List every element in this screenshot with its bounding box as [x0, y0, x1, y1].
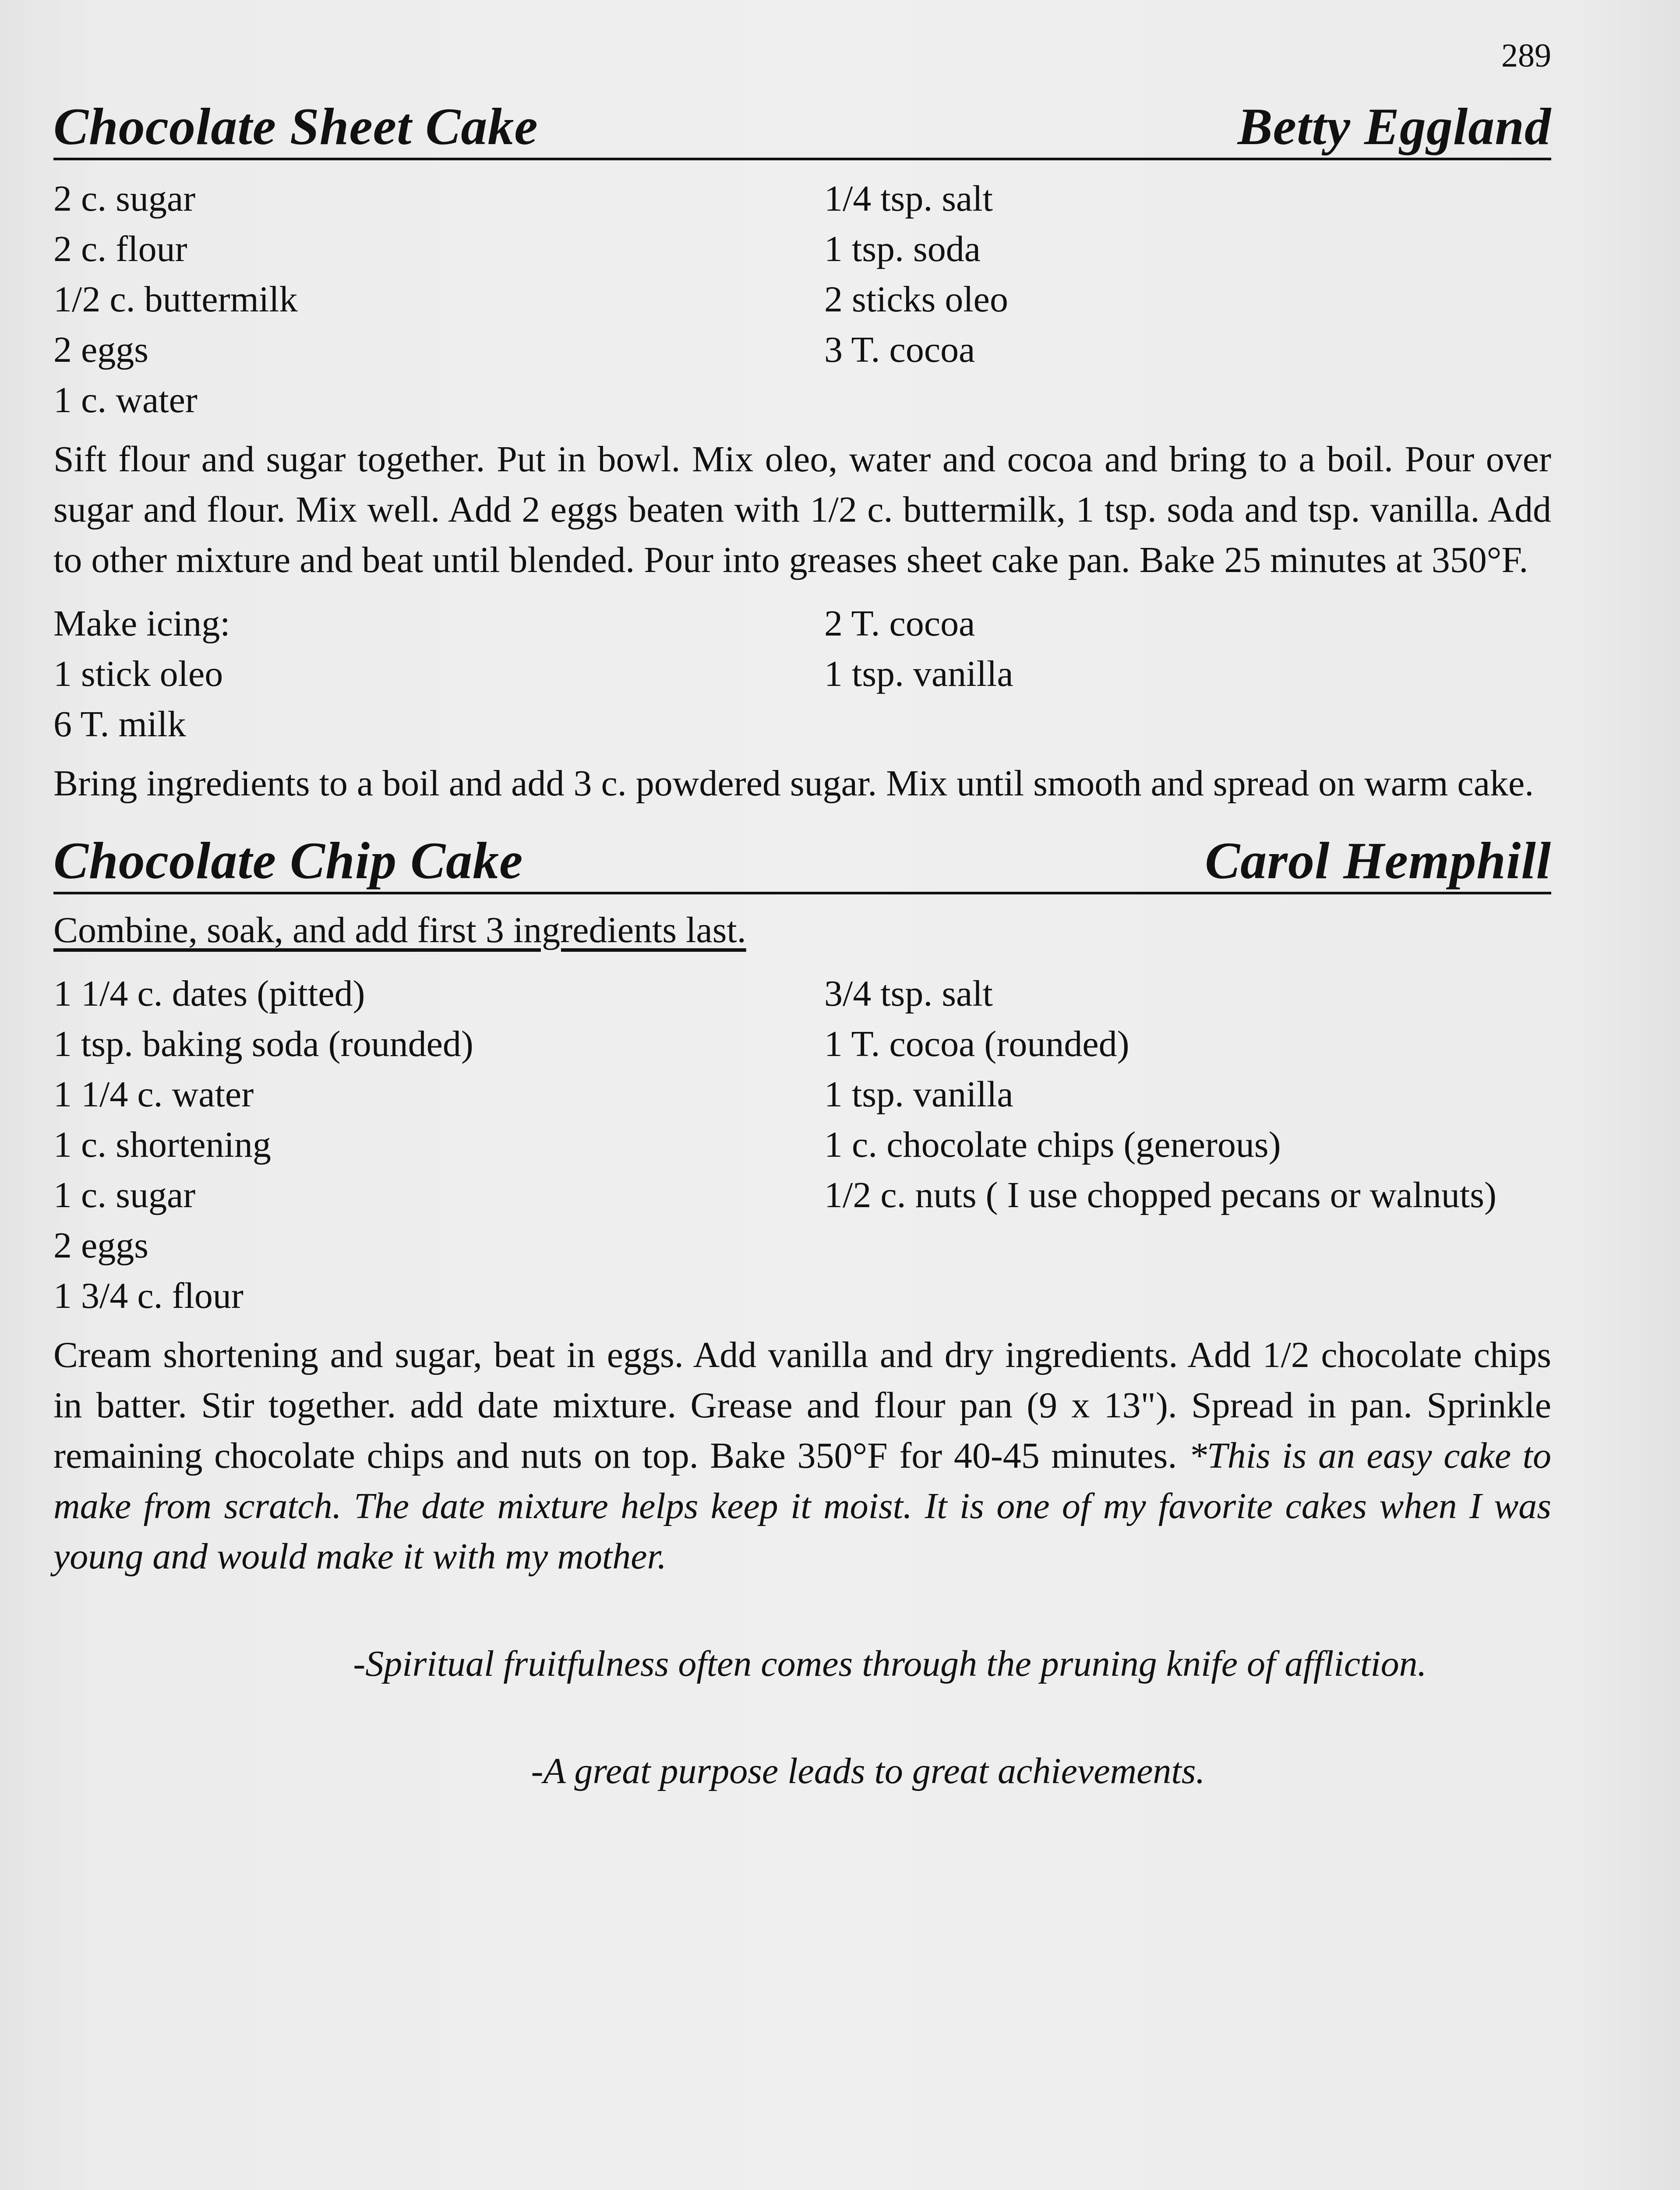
icing-directions: Bring ingredients to a boil and add 3 c. powdered sugar. Mix until smooth and spread on warm cake.	[53, 763, 1534, 804]
recipe-title: Chocolate Sheet Cake	[53, 97, 538, 155]
page-number: 289	[1501, 37, 1551, 74]
ingredient: 2 c. sugar	[53, 178, 196, 219]
ingredient: 1/4 tsp. salt	[824, 178, 993, 219]
ingredients-list	[53, 968, 1551, 1321]
recipe-header	[53, 83, 1551, 160]
ingredient: 1 c. sugar	[53, 1175, 196, 1215]
ingredient: 1/2 c. buttermilk	[53, 279, 298, 320]
quote: -A great purpose leads to great achievements.	[531, 1751, 1205, 1791]
ingredient: 1 tsp. baking soda (rounded)	[53, 1024, 473, 1064]
recipe-author: Carol Hemphill	[1205, 831, 1551, 890]
ingredient: 2 c. flour	[53, 229, 187, 269]
ingredient: Make icing:	[53, 603, 230, 644]
ingredient: 3/4 tsp. salt	[824, 973, 993, 1014]
ingredient: 1 1/4 c. dates (pitted)	[53, 973, 365, 1014]
ingredient: 2 T. cocoa	[824, 603, 975, 644]
ingredients-list	[53, 173, 1551, 425]
recipe-title: Chocolate Chip Cake	[53, 831, 523, 890]
ingredient: 1 c. shortening	[53, 1124, 271, 1165]
recipe-intro	[53, 905, 1551, 955]
recipe-directions: Sift flour and sugar together. Put in bowl. Mix oleo, water and cocoa and bring to a boil. Pour over sugar and flour. Mix well. Add 2 eggs beaten with 1/2 c. buttermilk, 1 tsp. soda and tsp. vanilla. Add to other mixture and beat until blended. Pour into greases sheet cake pan. Bake 25 minutes at 350°F.	[53, 439, 1551, 580]
ingredient: 1/2 c. nuts ( I use chopped pecans or walnuts)	[824, 1175, 1496, 1215]
recipe-author: Betty Eggland	[1237, 97, 1551, 155]
recipe-header	[53, 817, 1551, 894]
ingredient: 1 1/4 c. water	[53, 1074, 254, 1115]
quote: -Spiritual fruitfulness often comes through the pruning knife of affliction.	[353, 1643, 1427, 1684]
ingredient: 1 stick oleo	[53, 653, 223, 694]
icing-ingredients	[53, 598, 1551, 749]
ingredient: 2 sticks oleo	[824, 279, 1008, 320]
ingredient: 1 tsp. soda	[824, 229, 981, 269]
directions-text: Cream shortening and sugar, beat in eggs. Add vanilla and dry ingredients. Add 1/2 chocolate chips in batter. Stir together. add date mixture. Grease and flour pan (9 x 13"). Spread in pan. Sprinkle remaining chocolate chips and nuts on top. Bake 350°F for 40-45 minutes.	[53, 1335, 1551, 1476]
ingredient: 1 c. chocolate chips (generous)	[824, 1124, 1281, 1165]
ingredient: 1 c. water	[53, 380, 198, 420]
ingredient: 6 T. milk	[53, 704, 186, 745]
recipe-directions	[53, 1330, 1551, 1582]
recipe-intro-text: Combine, soak, and add first 3 ingredients last.	[53, 910, 746, 950]
ingredient: 1 T. cocoa (rounded)	[824, 1024, 1129, 1064]
ingredient: 1 tsp. vanilla	[824, 1074, 1013, 1115]
ingredient: 1 3/4 c. flour	[53, 1275, 244, 1316]
ingredient: 2 eggs	[53, 1225, 148, 1266]
ingredient: 3 T. cocoa	[824, 329, 975, 370]
page-content	[53, 18, 1551, 1796]
author-note: *This is an easy cake to make from scratch. The date mixture helps keep it moist. It is one of my favorite cakes when I was young and would make it with my mother.	[53, 1435, 1552, 1577]
ingredient: 2 eggs	[53, 329, 148, 370]
ingredient: 1 tsp. vanilla	[824, 653, 1013, 694]
